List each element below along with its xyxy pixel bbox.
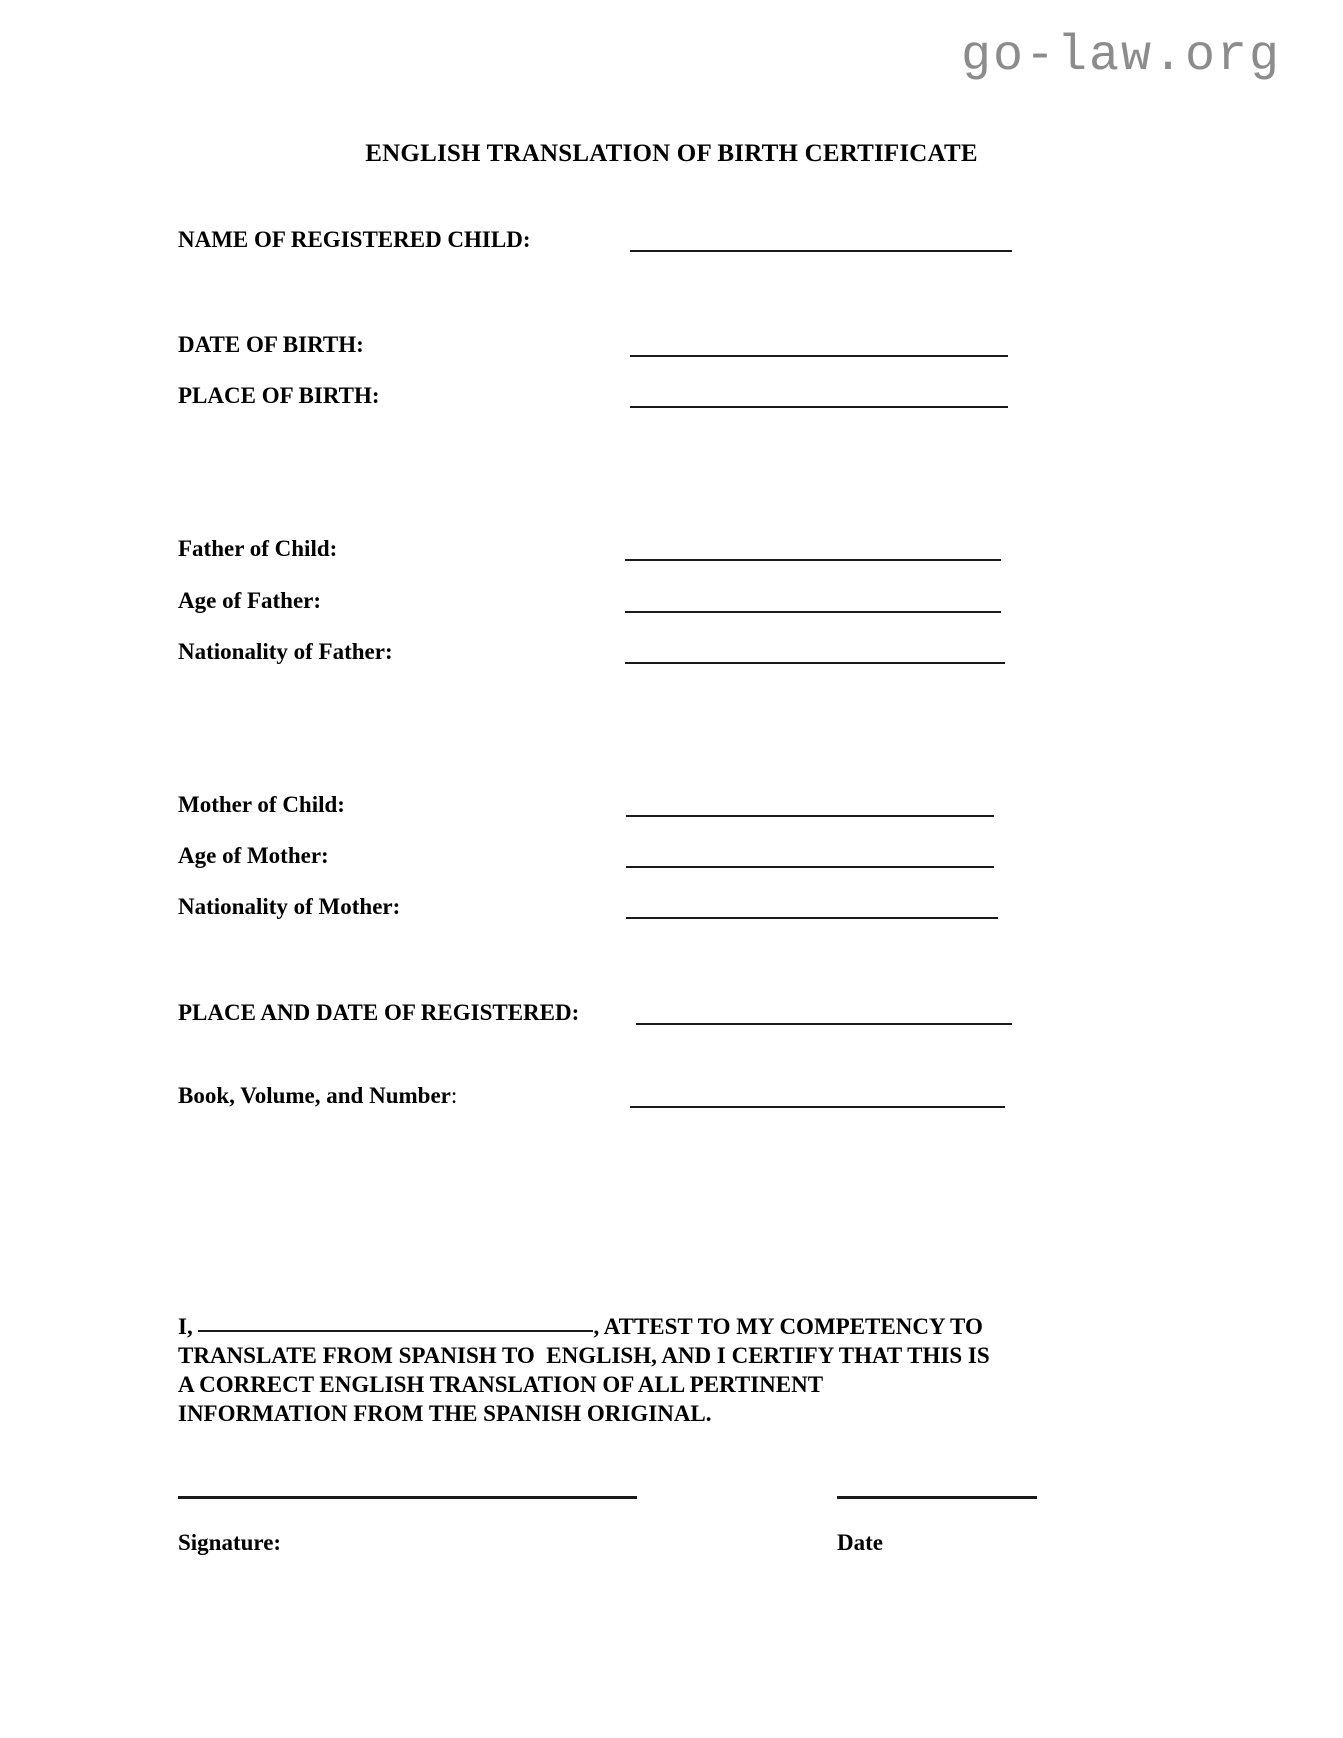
attestation-line-3: A CORRECT ENGLISH TRANSLATION OF ALL PERTINENT	[178, 1372, 824, 1397]
label-book-volume-number-text: Book, Volume, and Number	[178, 1083, 451, 1108]
input-date-of-birth[interactable]	[630, 355, 1008, 357]
input-father-name[interactable]	[625, 559, 1001, 561]
attestation-after-blank: , ATTEST TO MY COMPETENCY TO	[593, 1314, 983, 1339]
field-row-father-name	[178, 535, 1178, 565]
label-mother-name: Mother of Child:	[178, 792, 345, 817]
label-date-of-birth: DATE OF BIRTH:	[178, 332, 364, 357]
input-child-name[interactable]	[630, 250, 1012, 252]
label-father-nationality: Nationality of Father:	[178, 639, 393, 664]
field-row-father-nationality	[178, 638, 1178, 668]
field-row-book-volume-number	[178, 1082, 1178, 1112]
label-mother-nationality: Nationality of Mother:	[178, 894, 401, 919]
input-book-volume-number[interactable]	[630, 1106, 1005, 1108]
field-row-mother-age	[178, 842, 1178, 872]
input-father-age[interactable]	[625, 611, 1001, 613]
input-place-of-birth[interactable]	[630, 406, 1008, 408]
input-mother-nationality[interactable]	[626, 917, 998, 919]
input-mother-age[interactable]	[626, 866, 994, 868]
field-row-mother-nationality	[178, 893, 1178, 923]
go-law-watermark: go-law.org	[960, 28, 1281, 85]
input-signature[interactable]	[178, 1496, 637, 1499]
attestation-line-2: TRANSLATE FROM SPANISH TO ENGLISH, AND I CERTIFY THAT THIS IS	[178, 1343, 990, 1368]
field-row-father-age	[178, 587, 1178, 617]
field-row-child-name	[178, 226, 1178, 256]
page-title: ENGLISH TRANSLATION OF BIRTH CERTIFICATE	[365, 140, 978, 167]
label-place-of-birth: PLACE OF BIRTH:	[178, 383, 380, 408]
label-place-date-registered: PLACE AND DATE OF REGISTERED:	[178, 1000, 580, 1025]
input-place-date-registered[interactable]	[636, 1023, 1012, 1025]
input-date[interactable]	[837, 1496, 1037, 1499]
label-mother-age: Age of Mother:	[178, 843, 329, 868]
attestation-lead: I,	[178, 1314, 199, 1339]
input-mother-name[interactable]	[626, 815, 994, 817]
attestation-paragraph	[178, 1312, 1058, 1428]
field-row-place-of-birth	[178, 382, 1178, 412]
label-book-volume-number	[178, 1082, 457, 1110]
label-child-name: NAME OF REGISTERED CHILD:	[178, 227, 531, 252]
input-translator-name[interactable]	[198, 1312, 593, 1332]
label-father-name: Father of Child:	[178, 536, 338, 561]
field-row-place-date-registered	[178, 999, 1178, 1029]
field-row-date-of-birth	[178, 331, 1178, 361]
label-signature: Signature:	[178, 1530, 282, 1555]
field-row-mother-name	[178, 791, 1178, 821]
label-date: Date	[837, 1530, 883, 1555]
input-father-nationality[interactable]	[625, 662, 1005, 664]
attestation-line-4: INFORMATION FROM THE SPANISH ORIGINAL.	[178, 1401, 712, 1426]
label-father-age: Age of Father:	[178, 588, 322, 613]
label-book-volume-number-colon: :	[450, 1083, 458, 1108]
